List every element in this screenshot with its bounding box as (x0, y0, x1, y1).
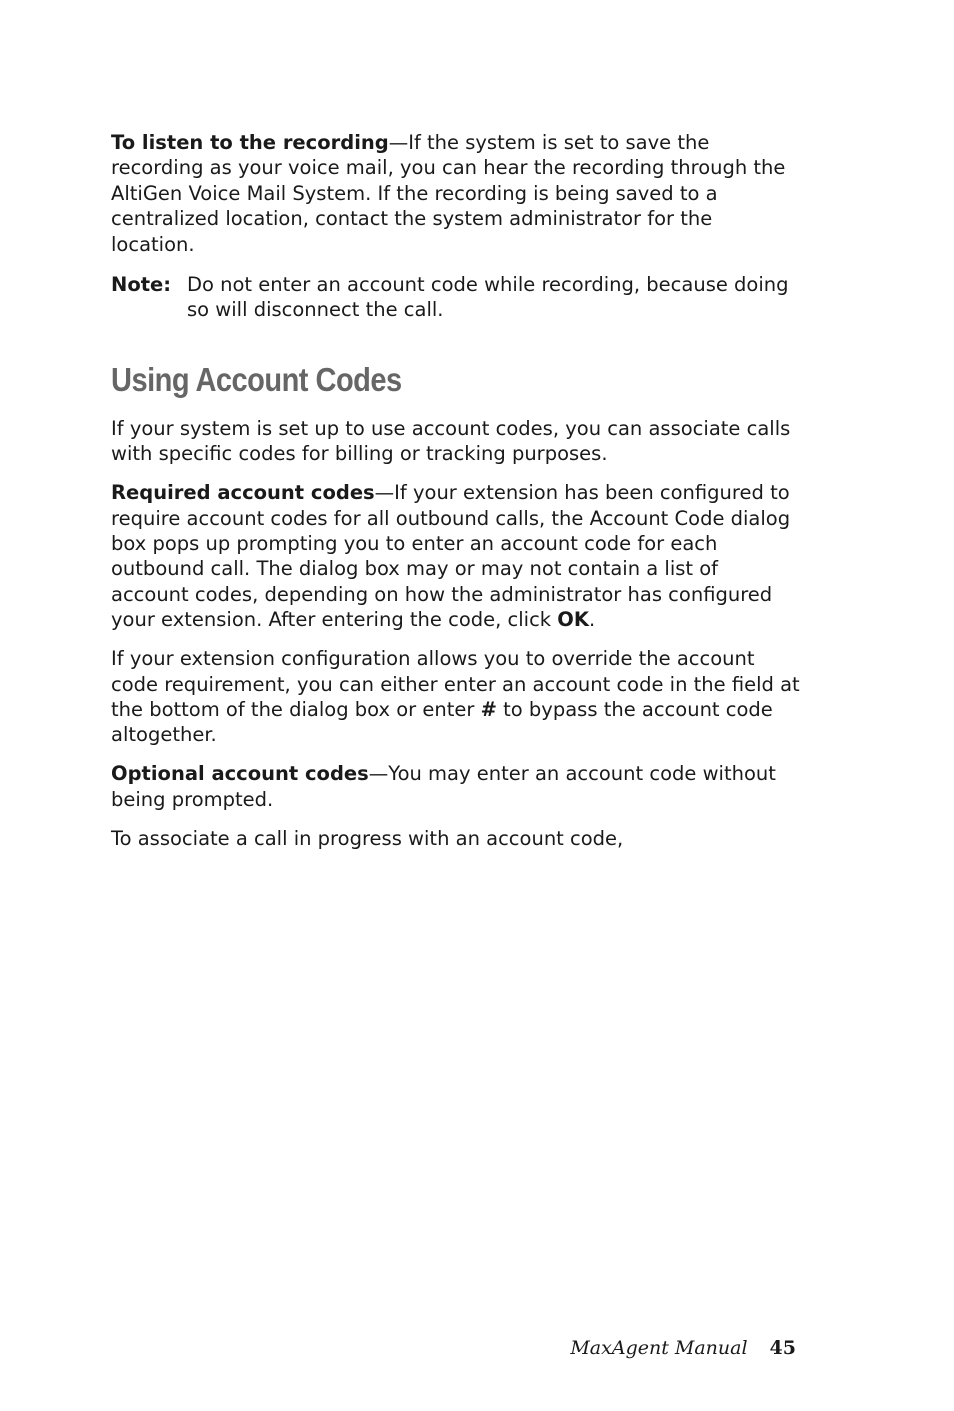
note-label: Note: (111, 273, 172, 297)
required-text: —If your extension has been configured to require account codes for all outbound calls, the Account Code dialog box pops up prompting you to enter an account code for each outbound call. The dialog box may or may not contain a list of account codes, depending on how the administrator has configured your extension. After entering the code, click (111, 481, 791, 632)
required-end: . (588, 608, 596, 632)
paragraph-override (111, 646, 801, 748)
listen-text: —If the system is set to save the recording as your voice mail, you can hear the recording through the AltiGen Voice Mail System. If the recording is being saved to a centralized location, contact the system administrator for the location. (111, 131, 786, 256)
paragraph-required-codes (111, 480, 801, 632)
override-text-2: to bypass the account code altogether. (111, 697, 773, 747)
override-text-1: If your extension configuration allows you to override the account code requirement, you can either enter an account code in the field at the bottom of the dialog box or enter (111, 647, 800, 721)
paragraph-listen-recording (111, 130, 801, 257)
paragraph-optional-codes (111, 761, 801, 812)
page-content (111, 130, 801, 851)
listen-lead: To listen to the recording (111, 131, 389, 154)
paragraph-associate: To associate a call in progress with an account code, (111, 826, 624, 850)
required-lead: Required account codes (111, 481, 375, 505)
page-footer (570, 1336, 796, 1360)
hash-keyword: # (480, 697, 497, 721)
page-number: 45 (769, 1337, 796, 1359)
optional-text: —You may enter an account code without being prompted. (111, 762, 776, 811)
section-heading: Using Account Codes (111, 360, 402, 398)
footer-manual-title: MaxAgent Manual (570, 1337, 748, 1359)
ok-keyword: OK (557, 608, 589, 632)
note-block (111, 272, 801, 323)
optional-lead: Optional account codes (111, 762, 369, 786)
note-text: Do not enter an account code while recording, because doing so will disconnect the call. (187, 273, 789, 322)
paragraph-intro: If your system is set up to use account codes, you can associate calls with specific codes for billing or tracking purposes. (111, 416, 791, 466)
